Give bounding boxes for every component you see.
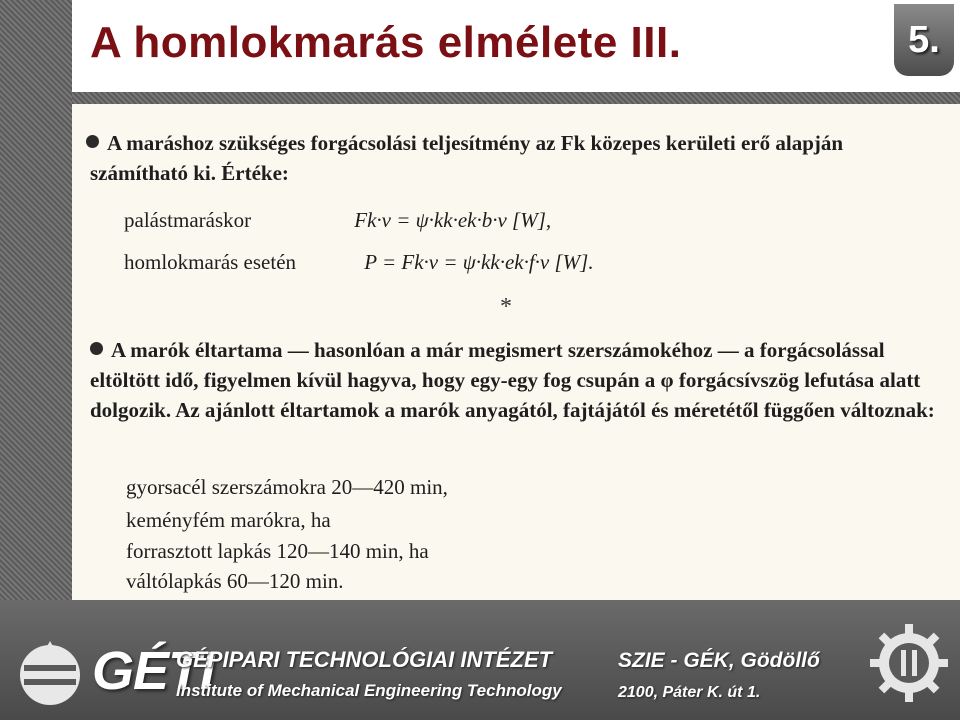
formula-label: palástmaráskor — [124, 208, 252, 232]
formula-expression: Fk·v = ψ·kk·ek·b·v [W], — [354, 208, 552, 232]
bullet-icon — [90, 342, 103, 355]
paragraph-tool-life — [90, 335, 948, 425]
formula-label: homlokmarás esetén — [124, 250, 297, 274]
title-separator-band — [72, 92, 960, 104]
scanned-page — [72, 104, 960, 600]
title-bar — [72, 0, 960, 92]
tool-life-item: váltólapkás 60—120 min. — [126, 569, 344, 593]
organization-name: SZIE - GÉK, Gödöllő — [618, 649, 820, 672]
tool-life-item: gyorsacél szerszámokra 20—420 min, — [126, 475, 448, 499]
gear-logo-icon — [868, 622, 950, 704]
paragraph-tool-life-text: A marók éltartama — hasonlóan a már megismert szerszámokéhoz — a forgácsolással eltöltött idő, figyelmen kívül hagyva, hogy egy-egy fog csupán a φ forgácsívszög lefutása alatt dolgozik. Az ajánlott éltartamok a marók anyagától, fajtájától és méretétől függően változnak: — [90, 338, 935, 422]
formula-row-peripheral — [124, 206, 551, 234]
formula-expression: P = Fk·v = ψ·kk·ek·f·v [W]. — [364, 250, 594, 274]
paragraph-power-text: A maráshoz szükséges forgácsolási teljesítmény az Fk közepes kerületi erő alapján számítható ki. Értéke: — [90, 131, 844, 185]
slide-title: A homlokmarás elmélete III. — [90, 18, 682, 67]
slide-number-badge: 5. — [894, 4, 954, 76]
formula-row-face — [124, 248, 594, 276]
footer-banner — [0, 600, 960, 720]
tool-life-item: forrasztott lapkás 120—140 min, ha — [126, 539, 429, 563]
tool-life-item: keményfém marókra, ha — [126, 508, 331, 532]
geti-logo-icon — [14, 635, 86, 707]
institute-subtitle: Institute of Mechanical Engineering Technology — [176, 681, 562, 700]
bullet-icon — [86, 135, 99, 148]
organization-address: 2100, Páter K. út 1. — [618, 684, 761, 701]
institute-name: GÉPIPARI TECHNOLÓGIAI INTÉZET — [176, 647, 553, 672]
geti-brand: GÉTI — [92, 641, 215, 701]
asterisk-separator: * — [500, 294, 512, 320]
paragraph-power — [90, 128, 945, 188]
